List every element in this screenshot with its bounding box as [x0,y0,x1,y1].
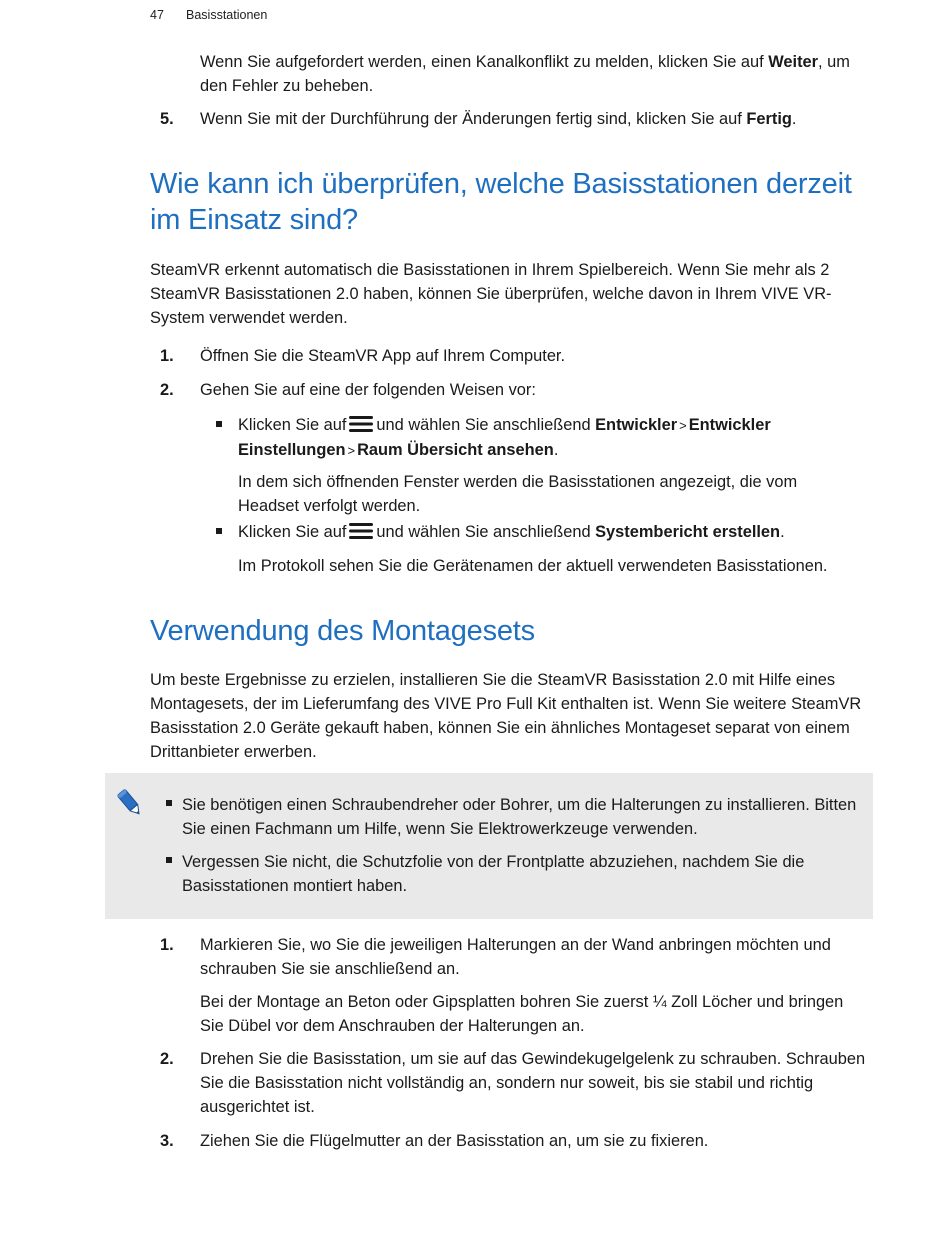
step-number: 3. [160,1132,174,1150]
option1-text: Klicken Sie auf und wählen Sie anschließend Entwickler > Entwickler Einstellungen > Raum Übersicht ansehen. [238,416,771,459]
step-text: Gehen Sie auf eine der folgenden Weisen vor: [200,381,536,399]
step-text: Drehen Sie die Basisstation, um sie auf das Gewindekugelgelenk zu schrauben. Schrauben Sie die Basisstation nicht vollständig an, sondern nur soweit, bis sie stabil und richtig ausgerichtet ist. [200,1050,866,1116]
step-text: Ziehen Sie die Flügelmutter an der Basisstation an, um sie zu fixieren. [200,1132,709,1150]
step-number: 1. [160,936,174,954]
bullet [166,800,172,806]
step-text: Markieren Sie, wo Sie die jeweiligen Halterungen an der Wand anbringen möchten und schrauben Sie sie anschließend an. [200,936,831,978]
page-number: 47 [150,8,164,22]
section-body: SteamVR erkennt automatisch die Basisstationen in Ihrem Spielbereich. Wenn Sie mehr als 2 SteamVR Basisstationen 2.0 haben, können Sie überprüfen, welche davon in Ihrem VIVE VR-System verwendet werden. [150,261,832,327]
hamburger-menu-icon [349,523,373,539]
section-name: Basisstationen [186,8,268,22]
section-heading: Wie kann ich überprüfen, welche Basisstationen derzeit im Einsatz sind? [150,168,852,236]
step-number: 1. [160,347,174,365]
option1-detail: In dem sich öffnenden Fenster werden die Basisstationen angezeigt, die vom Headset verfolgt werden. [238,473,798,515]
note-item: Vergessen Sie nicht, die Schutzfolie von der Frontplatte abzuziehen, nachdem Sie die Basisstationen montiert haben. [182,853,805,895]
hamburger-menu-icon [349,416,373,432]
section-body: Um beste Ergebnisse zu erzielen, installieren Sie die SteamVR Basisstation 2.0 mit Hilfe eines Montagesets, der im Lieferumfang des VIVE Pro Full Kit enthalten ist. Wenn Sie weitere SteamVR Basisstation 2.0 Geräte gekauft haben, können Sie ein ähnliches Montageset separat von einem Drittanbieter erwerben. [150,671,862,761]
step-text: Öffnen Sie die SteamVR App auf Ihrem Computer. [200,347,566,365]
bullet [216,421,222,427]
step4-continuation: Wenn Sie aufgefordert werden, einen Kanalkonflikt zu melden, klicken Sie auf Weiter, um den Fehler zu beheben. [200,53,850,95]
step5-text: Wenn Sie mit der Durchführung der Änderungen fertig sind, klicken Sie auf Fertig. [200,110,797,128]
option2-text: Klicken Sie auf und wählen Sie anschließend Systembericht erstellen. [238,523,785,541]
bullet [166,857,172,863]
bullet [216,528,222,534]
step-detail: Bei der Montage an Beton oder Gipsplatten bohren Sie zuerst ¼ Zoll Löcher und bringen Sie Dübel vor dem Anschrauben der Halterungen an. [200,993,844,1035]
step-number: 2. [160,1050,174,1068]
note-item: Sie benötigen einen Schraubendreher oder Bohrer, um die Halterungen zu installieren. Bitten Sie einen Fachmann um Hilfe, wenn Sie Elektrowerkzeuge verwenden. [182,796,857,838]
page-header [150,8,267,22]
section-heading: Verwendung des Montagesets [150,615,535,647]
step-number: 5. [160,110,174,128]
pencil-note-icon [116,787,144,819]
option2-detail: Im Protokoll sehen Sie die Gerätenamen der aktuell verwendeten Basisstationen. [238,557,828,575]
step-number: 2. [160,381,174,399]
